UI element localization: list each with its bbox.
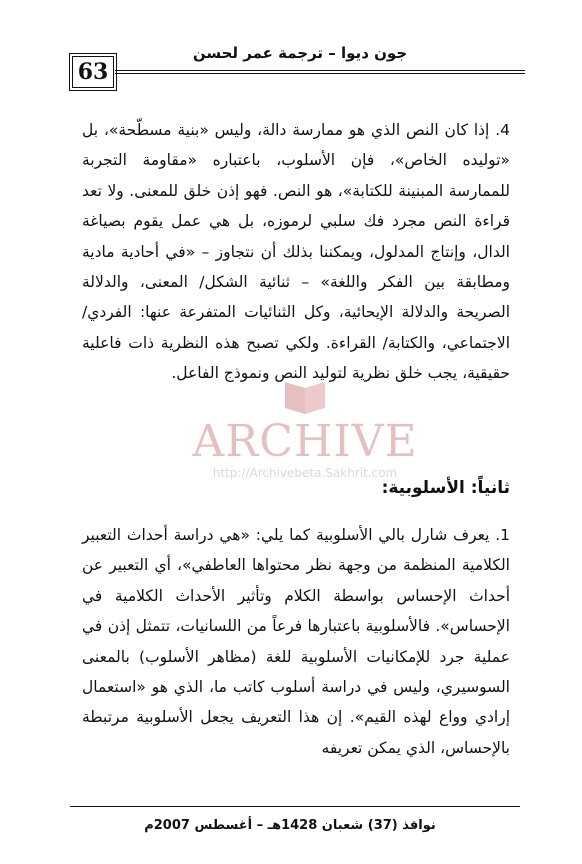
paragraph-point-1: 1. يعرف شارل بالي الأسلوبية كما يلي: «هي دراسة أحداث التعبير الكلامية المنظمة من وجهة نظر محتواها العاطفي»، أي التعبير عن أحداث الإحساس بواسطة الكلام وتأثير الأحداث الكلامية في الإحساس». فالأسلوبية باعتبارها فرعاً من اللسانيات، تتمثل إذن في عملية جرد للإمكانيات الأسلوبية للغة (مظاهر الأسلوب) بالمعنى السوسيري، وليس في دراسة أسلوب كاتب ما، الذي هو «استعمال إرادي وواع لهذه القيم». إن هذا التعريف يجعل الأسلوبية مرتبطة بالإحساس، الذي يمكن تعريفه bbox=[82, 526, 510, 757]
running-header: جون ديوا – ترجمة عمر لحسن bbox=[192, 44, 408, 62]
watermark-word: ARCHIVE bbox=[192, 416, 418, 467]
paragraph-point-4: 4. إذا كان النص الذي هو ممارسة دالة، وليس «بنية مسطّحة»، بل «توليده الخاص»، فإن الأسلوب، باعتباره «مقاومة التجربة للممارسة المبنينة للكتابة»، هو النص. فهو إذن خلق للمعنى. ولا تعد قراءة النص مجرد فك سلبي لرموزه، بل هي عمل يقوم بصياغة الدال، وإنتاج المدلول، ويمكننا بذلك أن نتجاوز – «في أحادية مادية ومطابقة بين الفكر واللغة» – ثنائية الشكل/ المعنى، والدلالة الصريحة والدلالة الإيحائية، وكل الثنائيات المتفرعة عنها: الفردي/ الاجتماعي، والكتابة/ القراءة. ولكي تصبح هذه النظرية ذات فاعلية حقيقية، يجب خلق نظرية لتوليد النص ونموذج الفاعل. bbox=[82, 121, 510, 383]
section-heading-stylistics: ثانياً: الأسلوبية: bbox=[381, 478, 510, 498]
header-rule bbox=[115, 70, 525, 74]
footer-rule bbox=[70, 806, 520, 807]
watermark-url: http://Archivebeta.Sakhrit.com bbox=[212, 466, 398, 480]
page-number: 63 bbox=[72, 56, 114, 88]
footer-issue-info: نوافذ (37) شعبان 1428هـ – أغسطس 2007م bbox=[144, 818, 436, 833]
